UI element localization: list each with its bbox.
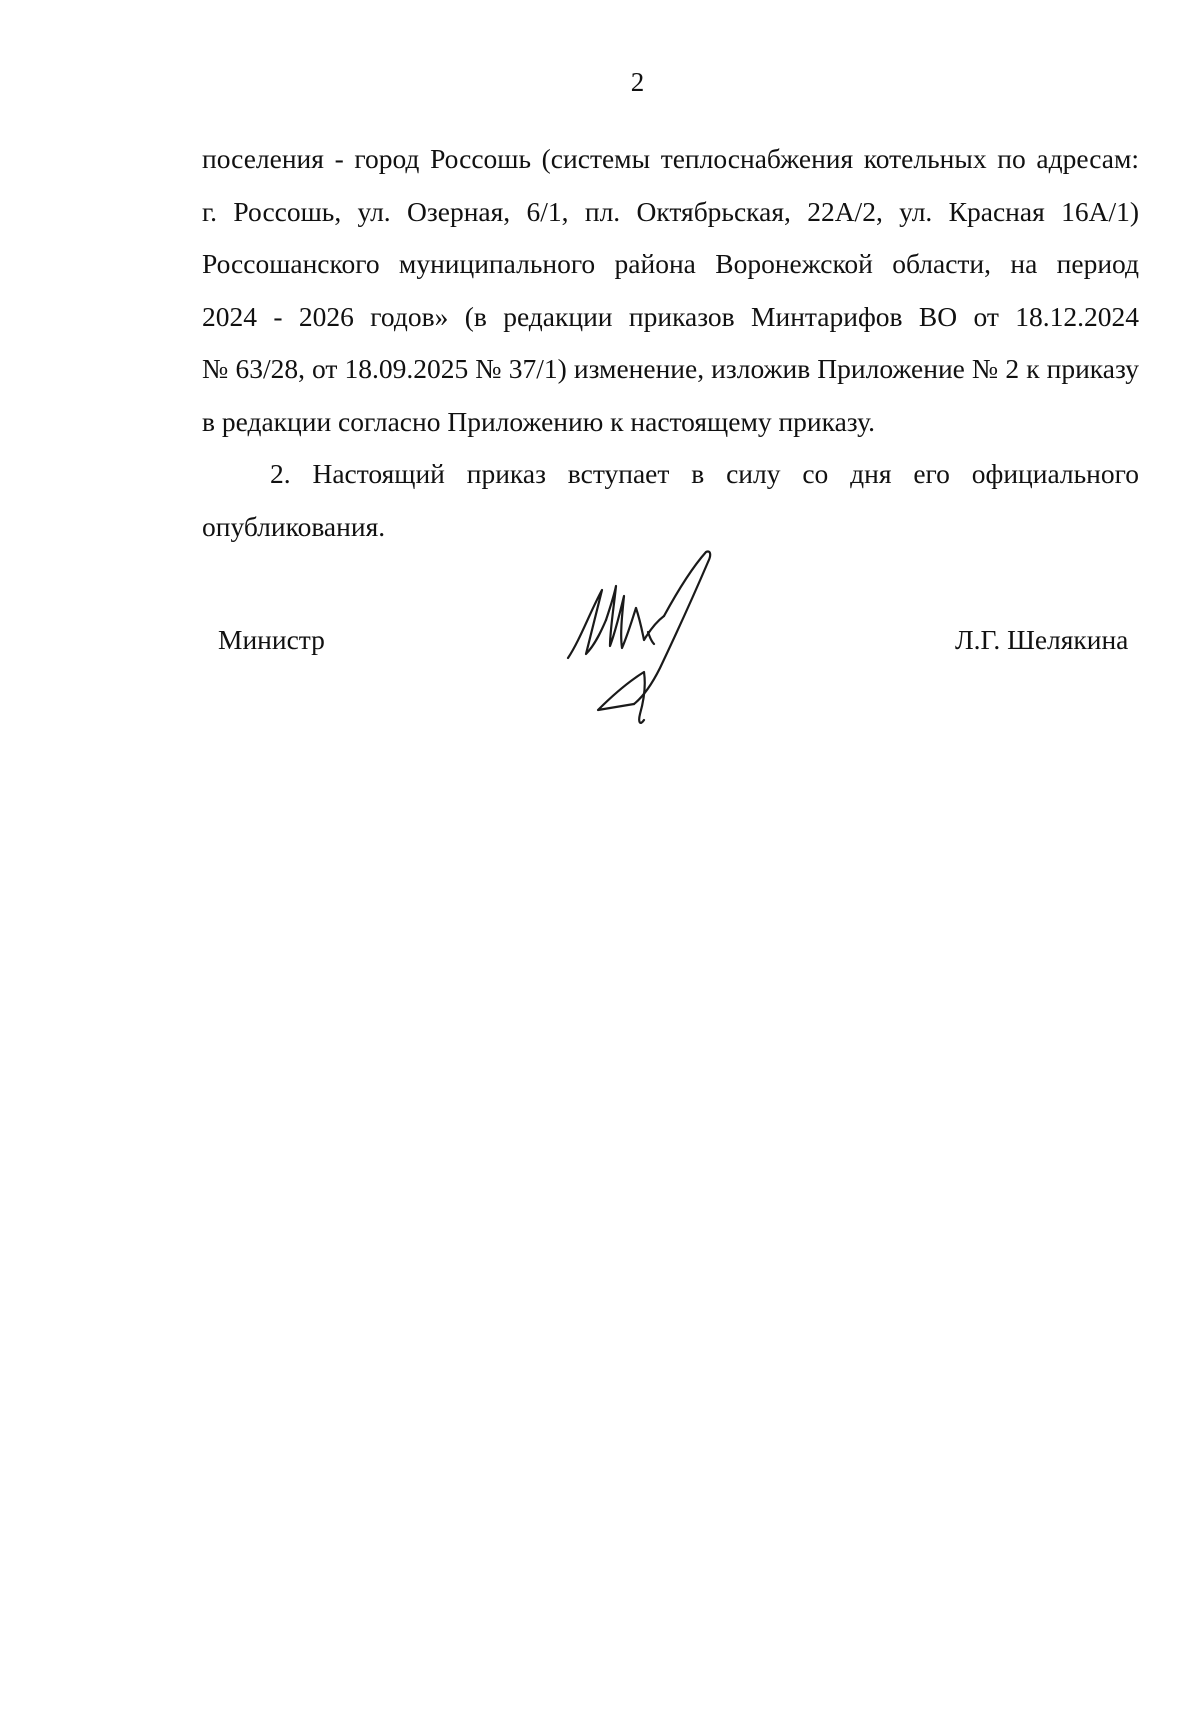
paragraph-1	[202, 133, 1139, 448]
document-body	[202, 133, 1139, 553]
text-line: в редакции согласно Приложению к настоящему приказу.	[202, 405, 875, 437]
text-line: опубликования.	[202, 510, 386, 542]
text-line: г. Россошь, ул. Озерная, 6/1, пл. Октябрьская, 22А/2, ул. Красная 16А/1)	[202, 195, 1139, 227]
text-line: 2. Настоящий приказ вступает в силу со дня его официального	[270, 458, 1139, 489]
signatory-name: Л.Г. Шелякина	[955, 624, 1129, 655]
text-line: № 63/28, от 18.09.2025 № 37/1) изменение, изложив Приложение № 2 к приказу	[202, 353, 1139, 384]
signatory-role: Министр	[218, 624, 325, 655]
signature-block	[0, 540, 1200, 740]
text-line: Россошанского муниципального района Воронежской области, на период	[202, 248, 1139, 279]
paragraph-2	[202, 448, 1139, 553]
page-number: 2	[630, 67, 645, 97]
text-line: 2024 - 2026 годов» (в редакции приказов Минтарифов ВО от 18.12.2024	[202, 300, 1139, 332]
text-line: поселения - город Россошь (системы теплоснабжения котельных по адресам:	[202, 143, 1139, 174]
handwritten-signature	[560, 550, 720, 740]
